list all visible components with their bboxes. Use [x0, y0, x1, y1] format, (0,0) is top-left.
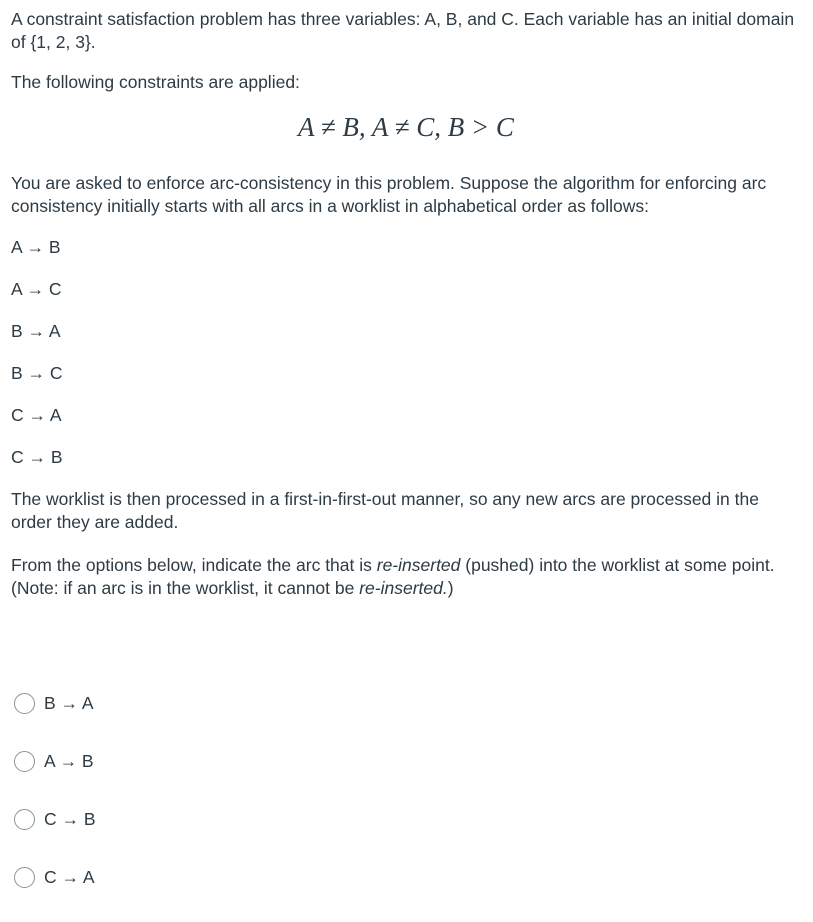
radio-button[interactable] [14, 809, 35, 830]
question-intro: A constraint satisfaction problem has three variables: A, B, and C. Each variable has an initial domain of {1, 2, 3}. [11, 9, 795, 52]
option-label[interactable]: A → B [44, 750, 94, 771]
worklist-arc: A → C [11, 279, 62, 299]
question-body [11, 8, 801, 600]
constraints-equation: A ≠ B, A ≠ C, B > C [298, 112, 514, 142]
initial-worklist [11, 236, 801, 469]
radio-button[interactable] [14, 751, 35, 772]
worklist-arc: B → C [11, 363, 63, 383]
prompt-emphasis: re-inserted. [359, 578, 448, 598]
worklist-arc: C → B [11, 447, 63, 467]
arc-consistency-text: You are asked to enforce arc-consistency in this problem. Suppose the algorithm for enforcing arc consistency initially starts with all arcs in a worklist in alphabetical order as follows: [11, 173, 767, 216]
constraints-lead: The following constraints are applied: [11, 72, 300, 92]
answer-option[interactable] [14, 690, 414, 716]
worklist-arc: B → A [11, 321, 61, 341]
radio-button[interactable] [14, 867, 35, 888]
option-label[interactable]: B → A [44, 692, 94, 713]
worklist-arc: C → A [11, 405, 62, 425]
answer-options [14, 690, 414, 922]
option-label[interactable]: C → A [44, 866, 95, 887]
prompt-part: (pushed) into the worklist at some point. (Note: if an arc is in the worklist, it cannot be [11, 555, 775, 598]
worklist-arc: A → B [11, 237, 61, 257]
option-label[interactable]: C → B [44, 808, 96, 829]
radio-button[interactable] [14, 693, 35, 714]
answer-option[interactable] [14, 806, 414, 832]
prompt-part: From the options below, indicate the arc that is [11, 555, 377, 575]
answer-option[interactable] [14, 864, 414, 890]
answer-option[interactable] [14, 748, 414, 774]
fifo-text: The worklist is then processed in a first-in-first-out manner, so any new arcs are processed in the order they are added. [11, 489, 759, 532]
question-prompt [11, 554, 801, 600]
prompt-part: ) [447, 578, 454, 598]
prompt-emphasis: re-inserted [376, 555, 461, 575]
